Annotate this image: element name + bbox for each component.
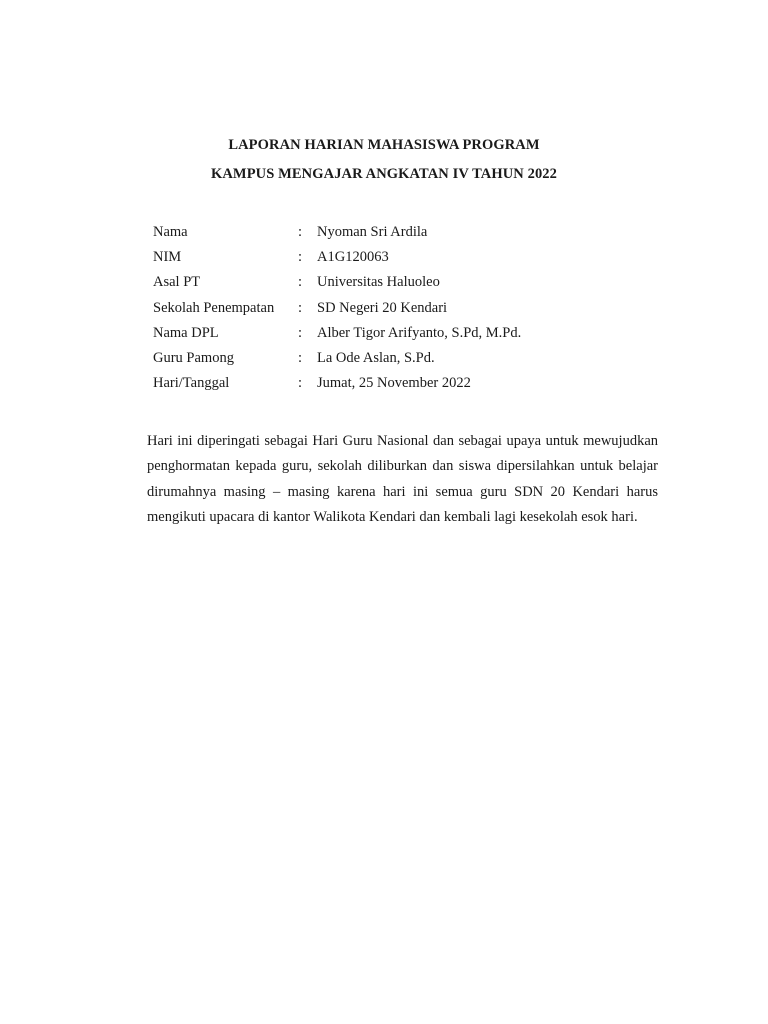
info-row-sekolah-penempatan xyxy=(153,296,521,321)
info-colon: : xyxy=(298,324,303,341)
info-colon: : xyxy=(298,299,303,316)
info-row-nama-dpl xyxy=(153,321,521,346)
info-colon: : xyxy=(298,224,303,241)
info-label: Hari/Tanggal xyxy=(153,375,230,392)
info-colon: : xyxy=(298,350,303,367)
info-row-guru-pamong xyxy=(153,346,521,371)
info-row-nim xyxy=(153,245,521,270)
info-label: Guru Pamong xyxy=(153,350,234,367)
info-label: NIM xyxy=(153,249,182,266)
info-value: Universitas Haluoleo xyxy=(317,274,440,291)
info-label: Nama DPL xyxy=(153,324,219,341)
info-colon: : xyxy=(298,249,303,266)
info-value: Alber Tigor Arifyanto, S.Pd, M.Pd. xyxy=(317,324,522,341)
info-row-nama xyxy=(153,220,521,245)
info-label: Asal PT xyxy=(153,274,201,291)
info-label: Sekolah Penempatan xyxy=(153,299,275,316)
info-value: La Ode Aslan, S.Pd. xyxy=(317,350,435,367)
info-row-asal-pt xyxy=(153,270,521,295)
info-value: Jumat, 25 November 2022 xyxy=(317,375,471,392)
info-colon: : xyxy=(298,274,303,291)
info-value: A1G120063 xyxy=(317,249,389,266)
student-info-table xyxy=(153,220,521,396)
info-value: Nyoman Sri Ardila xyxy=(317,224,428,241)
info-colon: : xyxy=(298,375,303,392)
report-body-paragraph: Hari ini diperingati sebagai Hari Guru Nasional dan sebagai upaya untuk mewujudkan penghormatan kepada guru, sekolah diliburkan dan siswa dipersilahkan untuk belajar dirumahnya masing – masing karena hari ini semua guru SDN 20 Kendari harus mengikuti upacara di kantor Walikota Kendari dan kembali lagi kesekolah esok hari. xyxy=(147,433,658,526)
info-label: Nama xyxy=(153,224,188,241)
report-title-line2: KAMPUS MENGAJAR ANGKATAN IV TAHUN 2022 xyxy=(210,166,558,182)
info-value: SD Negeri 20 Kendari xyxy=(317,299,448,316)
report-title-line1: LAPORAN HARIAN MAHASISWA PROGRAM xyxy=(228,137,540,153)
info-row-hari-tanggal xyxy=(153,371,521,396)
